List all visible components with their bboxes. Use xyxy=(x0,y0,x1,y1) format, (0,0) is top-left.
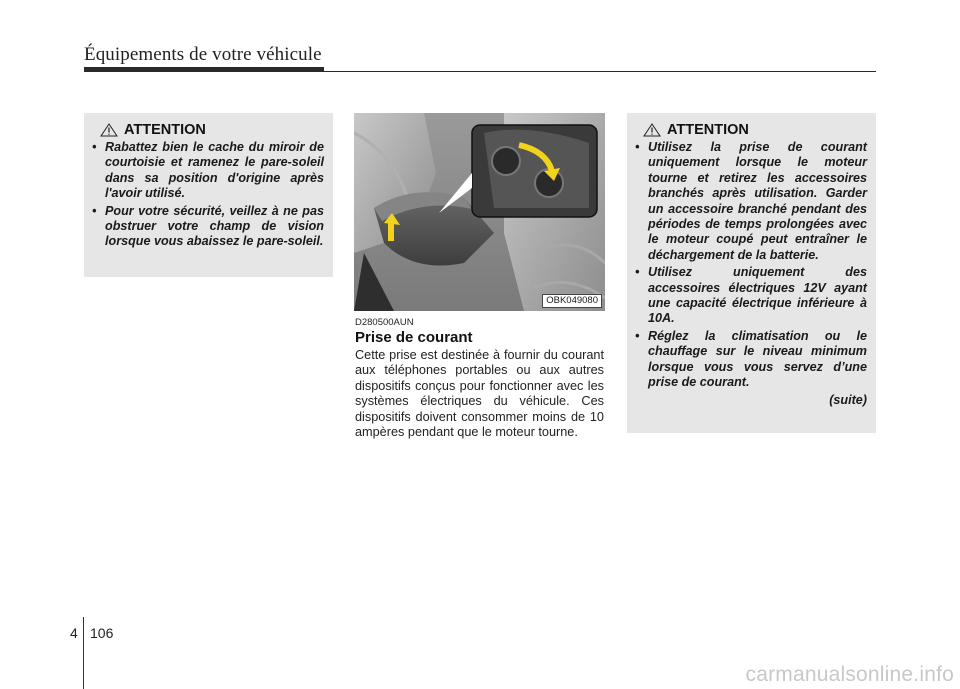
attention-list xyxy=(92,140,324,250)
list-item: • Utilisez la prise de courant uniquement lorsque le moteur tourne et retirez les accessoires branchés après utilisation. Garder un accessoire branché pendant des périodes de temps prolongées avec le moteur coupé peut entraîner le déchargement de la batterie. xyxy=(635,140,867,262)
list-item: • Utilisez uniquement des accessoires électriques 12V ayant une capacité électrique inférieure à 10A. xyxy=(635,265,867,326)
attention-heading xyxy=(92,122,324,138)
power-outlet-illustration xyxy=(354,113,605,311)
attention-list xyxy=(635,140,867,391)
armrest-photo xyxy=(354,113,605,311)
list-item: • Rabattez bien le cache du miroir de courtoisie et ramenez le pare-soleil dans sa position d'origine après l'avoir utilisé. xyxy=(92,140,324,201)
list-item: • Pour votre sécurité, veillez à ne pas obstruer votre champ de vision lorsque vous abaissez le pare-soleil. xyxy=(92,203,324,249)
watermark: carmanualsonline.info xyxy=(745,663,954,686)
warning-icon xyxy=(100,123,118,137)
attention-heading xyxy=(635,122,867,138)
continued-label: (suite) xyxy=(829,392,867,407)
page-number: 106 xyxy=(90,625,114,641)
header-divider xyxy=(84,71,876,72)
page-header-title: Équipements de votre véhicule xyxy=(84,44,322,65)
list-item: • Réglez la climatisation ou le chauffage sur le niveau minimum lorsque vous vous servez d’une prise de courant. xyxy=(635,328,867,390)
attention-box-right xyxy=(627,113,876,433)
attention-title: ATTENTION xyxy=(667,122,749,138)
section-title: Prise de courant xyxy=(355,329,473,346)
warning-icon xyxy=(643,123,661,137)
section-code: D280500AUN xyxy=(355,317,414,328)
section-body: Cette prise est destinée à fournir du courant aux téléphones portables ou aux autres dispositifs conçus pour fonctionner avec les systèmes électriques du véhicule. Ces dispositifs doivent consommer moins de 10 ampères pendant que le moteur tourne. xyxy=(355,348,604,440)
attention-title: ATTENTION xyxy=(124,122,206,138)
footer-divider xyxy=(83,617,84,689)
chapter-number: 4 xyxy=(70,625,78,641)
attention-box-left xyxy=(84,113,333,277)
figure-code: OBK049080 xyxy=(542,294,602,308)
